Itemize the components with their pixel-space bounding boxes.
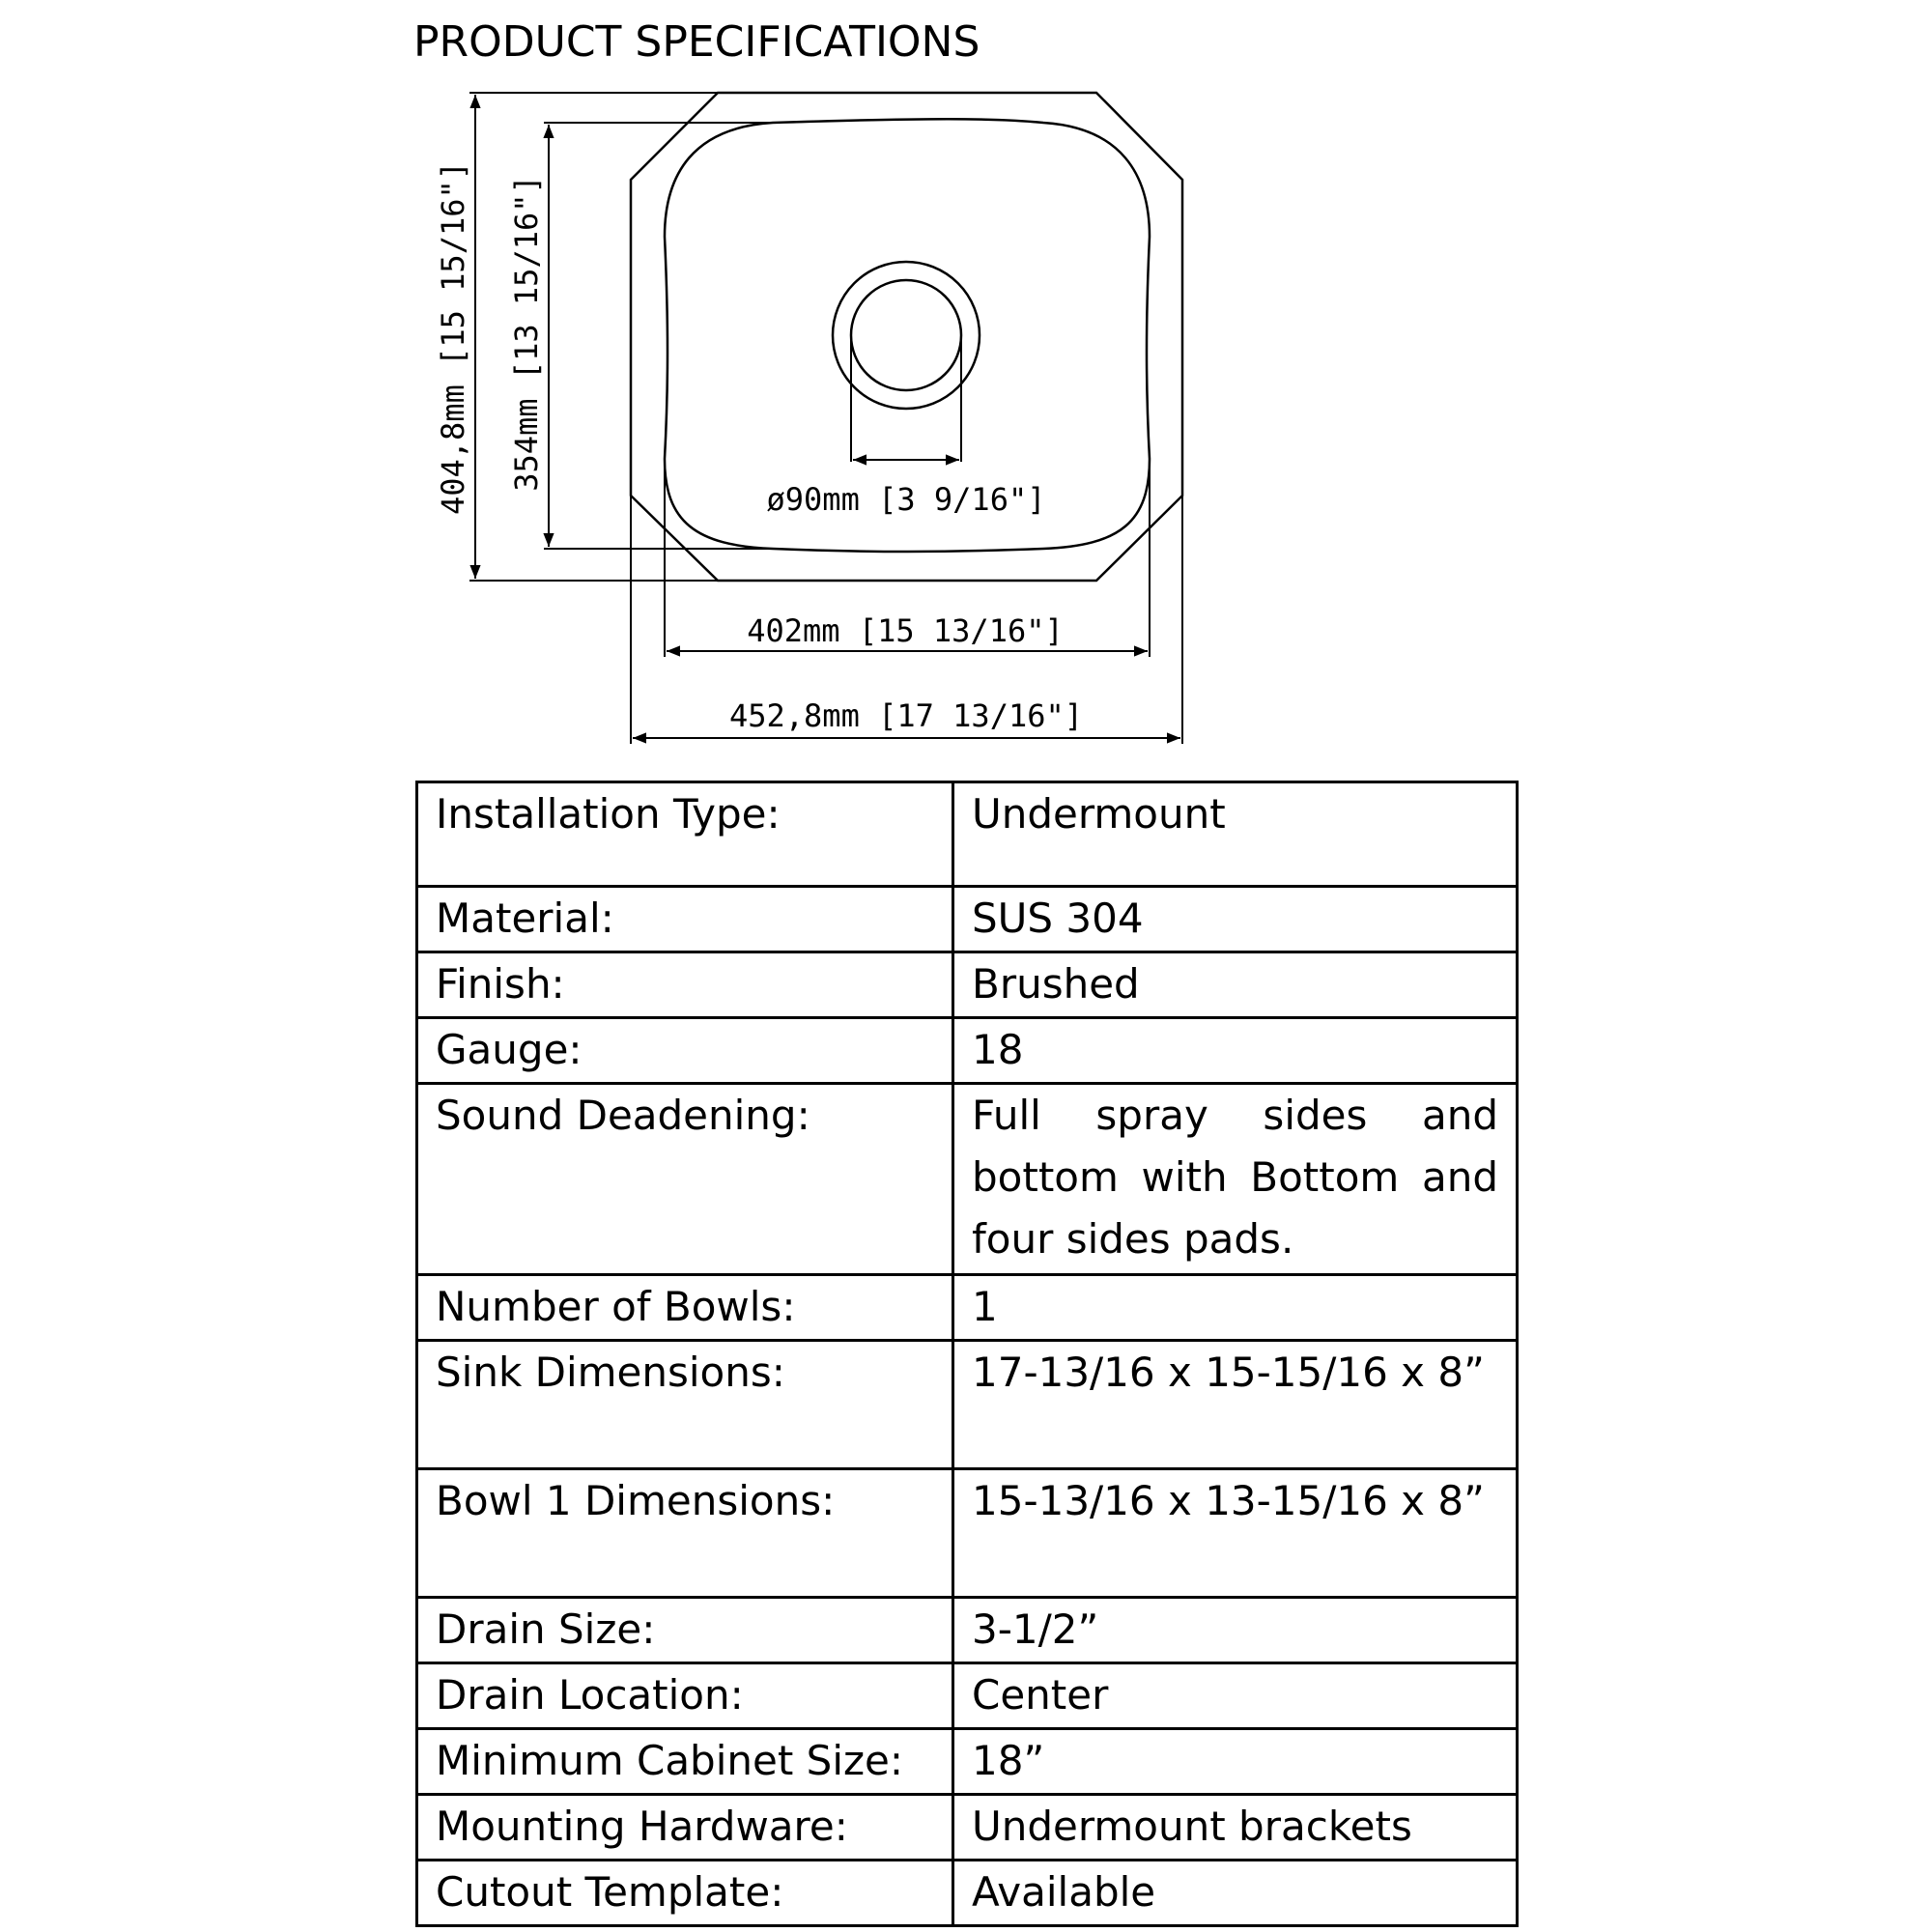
spec-label: Number of Bowls: bbox=[417, 1275, 953, 1341]
outer-height-label: 404,8mm [15 15/16"] bbox=[435, 160, 471, 516]
table-row bbox=[417, 952, 1518, 1018]
table-row bbox=[417, 1795, 1518, 1861]
spec-label: Installation Type: bbox=[417, 782, 953, 887]
spec-label: Sound Deadening: bbox=[417, 1084, 953, 1275]
table-row bbox=[417, 1729, 1518, 1795]
spec-value: Center bbox=[953, 1663, 1518, 1729]
spec-label: Drain Size: bbox=[417, 1598, 953, 1663]
spec-value: Brushed bbox=[953, 952, 1518, 1018]
inner-height-dimension bbox=[508, 123, 773, 549]
table-row bbox=[417, 1018, 1518, 1084]
spec-value: 3-1/2” bbox=[953, 1598, 1518, 1663]
specifications-table bbox=[415, 781, 1519, 1927]
table-row bbox=[417, 1084, 1518, 1275]
table-row bbox=[417, 1861, 1518, 1926]
spec-label: Drain Location: bbox=[417, 1663, 953, 1729]
spec-value: 15-13/16 x 13-15/16 x 8” bbox=[953, 1469, 1518, 1598]
sink-technical-drawing bbox=[0, 0, 1932, 763]
spec-label: Sink Dimensions: bbox=[417, 1341, 953, 1469]
spec-value: Undermount brackets bbox=[953, 1795, 1518, 1861]
spec-value: 17-13/16 x 15-15/16 x 8” bbox=[953, 1341, 1518, 1469]
spec-value: Undermount bbox=[953, 782, 1518, 887]
table-row bbox=[417, 1275, 1518, 1341]
spec-value: 18” bbox=[953, 1729, 1518, 1795]
table-row bbox=[417, 1341, 1518, 1469]
spec-label: Finish: bbox=[417, 952, 953, 1018]
spec-label: Mounting Hardware: bbox=[417, 1795, 953, 1861]
spec-value: 1 bbox=[953, 1275, 1518, 1341]
inner-height-label: 354mm [13 15/16"] bbox=[508, 175, 545, 492]
page-title: PRODUCT SPECIFICATIONS bbox=[413, 17, 980, 67]
drain-inner-circle bbox=[851, 280, 961, 390]
spec-label: Bowl 1 Dimensions: bbox=[417, 1469, 953, 1598]
spec-label: Minimum Cabinet Size: bbox=[417, 1729, 953, 1795]
outer-width-label: 452,8mm [17 13/16"] bbox=[728, 697, 1084, 734]
spec-label: Material: bbox=[417, 887, 953, 952]
inner-width-label: 402mm [15 13/16"] bbox=[747, 612, 1064, 649]
drain-diameter-label: ø90mm [3 9/16"] bbox=[766, 481, 1046, 518]
drain-diameter-dimension bbox=[767, 335, 1046, 518]
spec-label: Cutout Template: bbox=[417, 1861, 953, 1926]
spec-value: Full spray sides and bottom with Bottom and four sides pads. bbox=[953, 1084, 1518, 1275]
table-row bbox=[417, 1469, 1518, 1598]
spec-label: Gauge: bbox=[417, 1018, 953, 1084]
drain-outer-circle bbox=[833, 262, 980, 409]
table-row bbox=[417, 782, 1518, 887]
table-row bbox=[417, 1663, 1518, 1729]
spec-value: 18 bbox=[953, 1018, 1518, 1084]
table-row bbox=[417, 1598, 1518, 1663]
spec-value: SUS 304 bbox=[953, 887, 1518, 952]
spec-value: Available bbox=[953, 1861, 1518, 1926]
table-row bbox=[417, 887, 1518, 952]
